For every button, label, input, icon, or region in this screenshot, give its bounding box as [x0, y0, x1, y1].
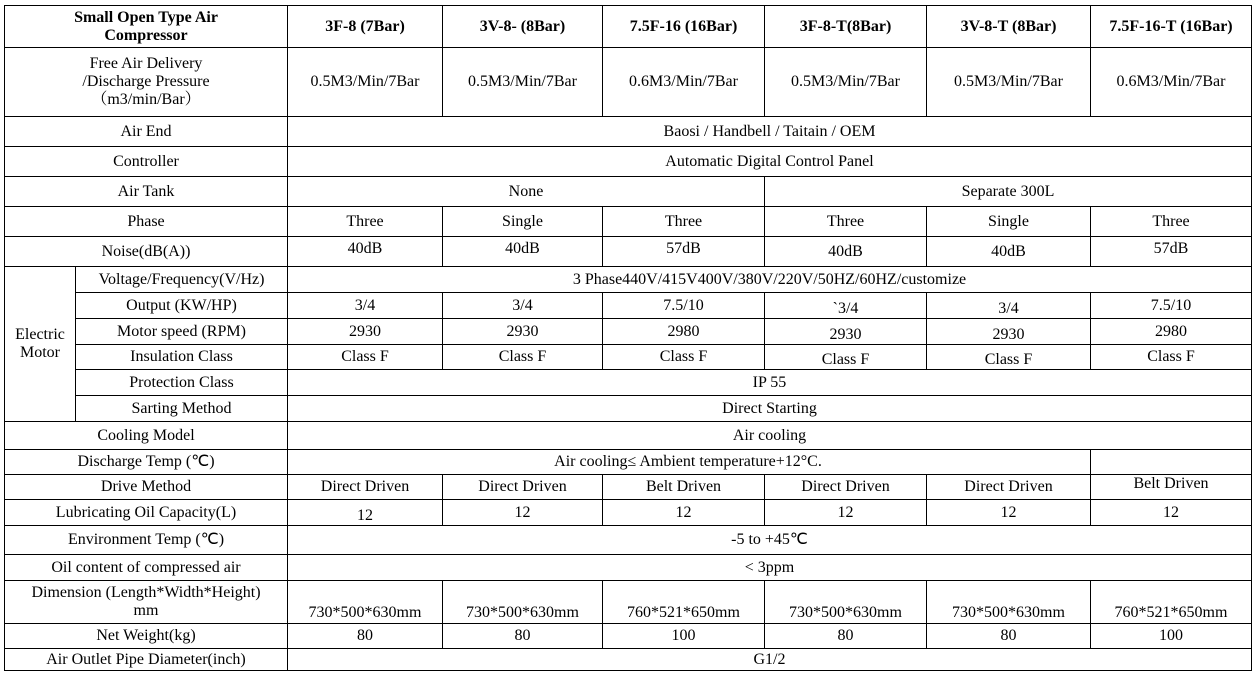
air-tank-value-separate: Separate 300L	[765, 177, 1252, 207]
insulation-value: Class F	[603, 345, 765, 370]
phase-value: Three	[288, 207, 443, 237]
output-value	[927, 293, 1091, 319]
outlet-row	[5, 649, 1252, 671]
free-air-value: 0.5M3/Min/7Bar	[443, 48, 603, 117]
drive-value: Direct Driven	[927, 475, 1091, 500]
output-label: Output (KW/HP)	[76, 293, 288, 319]
weight-value: 80	[765, 624, 927, 649]
header-row	[5, 6, 1252, 48]
phase-value: Three	[765, 207, 927, 237]
protection-value: IP 55	[288, 370, 1252, 396]
output-value-text: 3/4	[998, 299, 1019, 317]
speed-value: 2980	[603, 319, 765, 345]
drive-value	[1091, 475, 1252, 500]
output-value-text: `3/4	[832, 299, 859, 317]
voltage-value: 3 Phase440V/415V400V/380V/220V/50HZ/60HZ/customize	[288, 267, 1252, 293]
output-value: 3/4	[288, 293, 443, 319]
noise-label: Noise(dB(A))	[5, 237, 288, 267]
dimension-value: 760*521*650mm	[1091, 581, 1252, 624]
output-value	[765, 293, 927, 319]
dimension-label	[5, 581, 288, 624]
air-end-value: Baosi / Handbell / Taitain / OEM	[288, 117, 1252, 147]
air-tank-value-none: None	[288, 177, 765, 207]
noise-value	[1091, 237, 1252, 267]
noise-value: 40dB	[927, 237, 1091, 267]
free-air-label-line3: （m3/min/Bar）	[91, 91, 201, 108]
dimension-value: 730*500*630mm	[443, 581, 603, 624]
protection-label: Protection Class	[76, 370, 288, 396]
cooling-row	[5, 422, 1252, 450]
air-tank-label: Air Tank	[5, 177, 288, 207]
drive-value: Direct Driven	[765, 475, 927, 500]
motor-group-label	[5, 267, 76, 422]
outlet-value: G1/2	[288, 649, 1252, 671]
model-header: 3F-8 (7Bar)	[288, 6, 443, 48]
drive-value: Belt Driven	[603, 475, 765, 500]
noise-value-text: 40dB	[505, 239, 540, 257]
insulation-value: Class F	[288, 345, 443, 370]
starting-label: Sarting Method	[76, 396, 288, 422]
noise-value	[288, 237, 443, 267]
oil-capacity-value: 12	[927, 500, 1091, 526]
noise-value-text: 40dB	[347, 239, 383, 257]
output-value: 7.5/10	[1091, 293, 1252, 319]
weight-row	[5, 624, 1252, 649]
noise-value-text: 57dB	[666, 239, 701, 257]
insulation-value	[927, 345, 1091, 370]
model-header: 3V-8- (8Bar)	[443, 6, 603, 48]
oil-content-label: Oil content of compressed air	[5, 555, 288, 581]
dimension-label-line1: Dimension (Length*Width*Height)	[31, 584, 261, 601]
env-temp-label: Environment Temp (℃)	[5, 526, 288, 555]
controller-value: Automatic Digital Control Panel	[288, 147, 1252, 177]
insulation-value	[765, 345, 927, 370]
drive-value-text: Belt Driven	[1133, 475, 1209, 492]
spec-table-wrapper	[4, 5, 1252, 671]
noise-value: 40dB	[765, 237, 927, 267]
weight-value: 80	[443, 624, 603, 649]
env-temp-row	[5, 526, 1252, 555]
cooling-value: Air cooling	[288, 422, 1252, 450]
free-air-value: 0.6M3/Min/7Bar	[1091, 48, 1252, 117]
dimension-value: 730*500*630mm	[288, 581, 443, 624]
output-value: 3/4	[443, 293, 603, 319]
phase-value: Single	[927, 207, 1091, 237]
motor-protection-row	[5, 370, 1252, 396]
header-title	[5, 6, 288, 48]
speed-value	[927, 319, 1091, 345]
discharge-temp-value: Air cooling≤ Ambient temperature+12°C.	[288, 450, 1091, 475]
motor-output-row	[5, 293, 1252, 319]
phase-label: Phase	[5, 207, 288, 237]
motor-group-line2: Motor	[20, 344, 60, 361]
model-header: 7.5F-16 (16Bar)	[603, 6, 765, 48]
phase-row	[5, 207, 1252, 237]
noise-row	[5, 237, 1252, 267]
model-header: 3F-8-T(8Bar)	[765, 6, 927, 48]
oil-capacity-value	[288, 500, 443, 526]
dimension-value: 730*500*630mm	[765, 581, 927, 624]
air-end-row	[5, 117, 1252, 147]
motor-starting-row	[5, 396, 1252, 422]
oil-capacity-row	[5, 500, 1252, 526]
motor-speed-row	[5, 319, 1252, 345]
motor-voltage-row	[5, 267, 1252, 293]
model-header: 3V-8-T (8Bar)	[927, 6, 1091, 48]
weight-value: 80	[927, 624, 1091, 649]
oil-capacity-value: 12	[765, 500, 927, 526]
starting-value: Direct Starting	[288, 396, 1252, 422]
free-air-label	[5, 48, 288, 117]
phase-value: Single	[443, 207, 603, 237]
oil-content-row	[5, 555, 1252, 581]
speed-value: 2980	[1091, 319, 1252, 345]
header-title-line2: Compressor	[104, 26, 188, 44]
spec-table	[4, 5, 1252, 671]
drive-value: Direct Driven	[443, 475, 603, 500]
noise-value	[443, 237, 603, 267]
discharge-temp-label: Discharge Temp (℃)	[5, 450, 288, 475]
motor-group-line1: Electric	[15, 326, 65, 343]
dimension-value: 760*521*650mm	[603, 581, 765, 624]
weight-value: 100	[1091, 624, 1252, 649]
free-air-value: 0.5M3/Min/7Bar	[927, 48, 1091, 117]
drive-value: Direct Driven	[288, 475, 443, 500]
oil-capacity-value-text: 12	[357, 506, 373, 524]
speed-value: 2930	[288, 319, 443, 345]
insulation-value: Class F	[1091, 345, 1252, 370]
discharge-temp-empty	[1091, 450, 1252, 475]
model-header: 7.5F-16-T (16Bar)	[1091, 6, 1252, 48]
weight-value: 80	[288, 624, 443, 649]
free-air-label-line1: Free Air Delivery	[89, 55, 203, 72]
motor-insulation-row	[5, 345, 1252, 370]
weight-label: Net Weight(kg)	[5, 624, 288, 649]
insulation-value-text: Class F	[984, 351, 1033, 368]
insulation-label: Insulation Class	[76, 345, 288, 370]
oil-capacity-value: 12	[1091, 500, 1252, 526]
env-temp-value: -5 to +45℃	[288, 526, 1252, 555]
air-end-label: Air End	[5, 117, 288, 147]
discharge-temp-row	[5, 450, 1252, 475]
dimension-value: 730*500*630mm	[927, 581, 1091, 624]
free-air-row	[5, 48, 1252, 117]
free-air-label-line2: /Discharge Pressure	[82, 73, 210, 90]
air-tank-row	[5, 177, 1252, 207]
weight-value: 100	[603, 624, 765, 649]
voltage-label: Voltage/Frequency(V/Hz)	[76, 267, 288, 293]
phase-value: Three	[1091, 207, 1252, 237]
free-air-value: 0.6M3/Min/7Bar	[603, 48, 765, 117]
drive-row	[5, 475, 1252, 500]
free-air-value: 0.5M3/Min/7Bar	[288, 48, 443, 117]
cooling-label: Cooling Model	[5, 422, 288, 450]
speed-value-text: 2930	[829, 325, 862, 343]
controller-label: Controller	[5, 147, 288, 177]
dimension-row	[5, 581, 1252, 624]
noise-value	[603, 237, 765, 267]
controller-row	[5, 147, 1252, 177]
speed-value: 2930	[443, 319, 603, 345]
drive-label: Drive Method	[5, 475, 288, 500]
output-value: 7.5/10	[603, 293, 765, 319]
speed-label: Motor speed (RPM)	[76, 319, 288, 345]
speed-value-text: 2930	[992, 325, 1025, 343]
oil-capacity-value: 12	[603, 500, 765, 526]
oil-content-value: < 3ppm	[288, 555, 1252, 581]
noise-value-text: 57dB	[1153, 239, 1189, 257]
insulation-value-text: Class F	[821, 351, 870, 368]
oil-capacity-value: 12	[443, 500, 603, 526]
insulation-value: Class F	[443, 345, 603, 370]
phase-value: Three	[603, 207, 765, 237]
header-title-line1: Small Open Type Air	[74, 8, 218, 26]
oil-capacity-label: Lubricating Oil Capacity(L)	[5, 500, 288, 526]
dimension-label-line2: mm	[133, 602, 159, 619]
free-air-value: 0.5M3/Min/7Bar	[765, 48, 927, 117]
speed-value	[765, 319, 927, 345]
outlet-label: Air Outlet Pipe Diameter(inch)	[5, 649, 288, 671]
